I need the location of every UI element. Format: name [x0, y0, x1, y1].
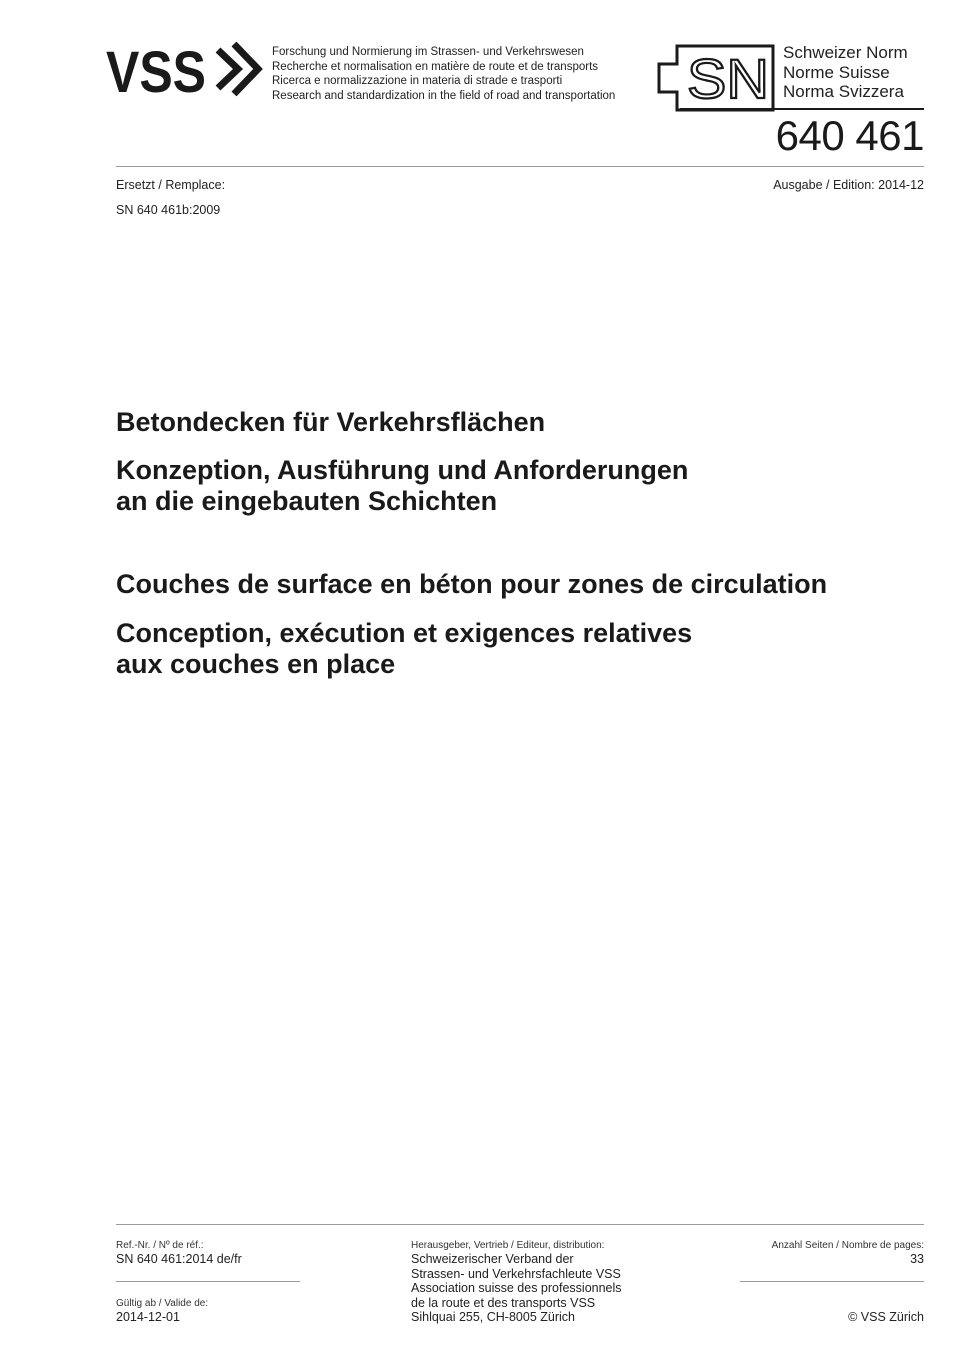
publisher-address: Schweizerischer Verband der Strassen- und Verkehrsfachleute VSS Association suisse des professionnels de la route et des transports VSS Sihlquai 255, CH-8005 Zürich [411, 1252, 622, 1324]
title-de-main: Betondecken für Verkehrsflächen [116, 407, 546, 437]
ref-divider [116, 1281, 300, 1282]
replaces-value: SN 640 461b:2009 [116, 203, 221, 217]
replaces-label: Ersetzt / Remplace: [116, 178, 226, 192]
footer-divider [116, 1224, 924, 1225]
vss-tagline-line: Ricerca e normalizzazione in materia di strade e trasporti [272, 75, 563, 87]
vss-logo [106, 40, 266, 100]
publisher-label: Herausgeber, Vertrieb / Editeur, distribution: [411, 1240, 605, 1251]
vss-tagline [272, 45, 615, 103]
sn-label-line: Schweizer Norm [783, 43, 908, 62]
sn-underline [680, 108, 924, 110]
sn-label-line: Norme Suisse [783, 62, 890, 82]
sn-label [783, 43, 908, 102]
valid-value: 2014-12-01 [116, 1310, 180, 1324]
svg-text:SN: SN [687, 47, 769, 110]
title-fr-sub: Conception, exécution et exigences relatives aux couches en place [116, 618, 693, 679]
header-divider [116, 166, 924, 167]
ref-label: Ref.-Nr. / Nº de réf.: [116, 1240, 204, 1251]
edition-label: Ausgabe / Edition: 2014-12 [773, 178, 924, 192]
copyright: © VSS Zürich [848, 1310, 924, 1324]
title-fr-main: Couches de surface en béton pour zones de circulation [116, 569, 828, 599]
title-de-sub: Konzeption, Ausführung und Anforderungen an die eingebauten Schichten [116, 455, 689, 516]
sn-label-line: Norma Svizzera [783, 82, 904, 101]
vss-tagline-line: Research and standardization in the field of road and transportation [272, 89, 616, 102]
svg-text:VSS: VSS [106, 40, 206, 100]
standard-number: 640 461 [775, 112, 924, 159]
vss-tagline-line: Forschung und Normierung im Strassen- und Verkehrswesen [272, 46, 584, 58]
valid-label: Gültig ab / Valide de: [116, 1298, 209, 1309]
pages-label: Anzahl Seiten / Nombre de pages: [771, 1240, 924, 1251]
pages-divider [740, 1281, 924, 1282]
sn-logo [657, 44, 779, 112]
pages-value: 33 [910, 1252, 924, 1266]
ref-value: SN 640 461:2014 de/fr [116, 1252, 242, 1266]
vss-tagline-line: Recherche et normalisation en matière de route et de transports [272, 60, 599, 73]
